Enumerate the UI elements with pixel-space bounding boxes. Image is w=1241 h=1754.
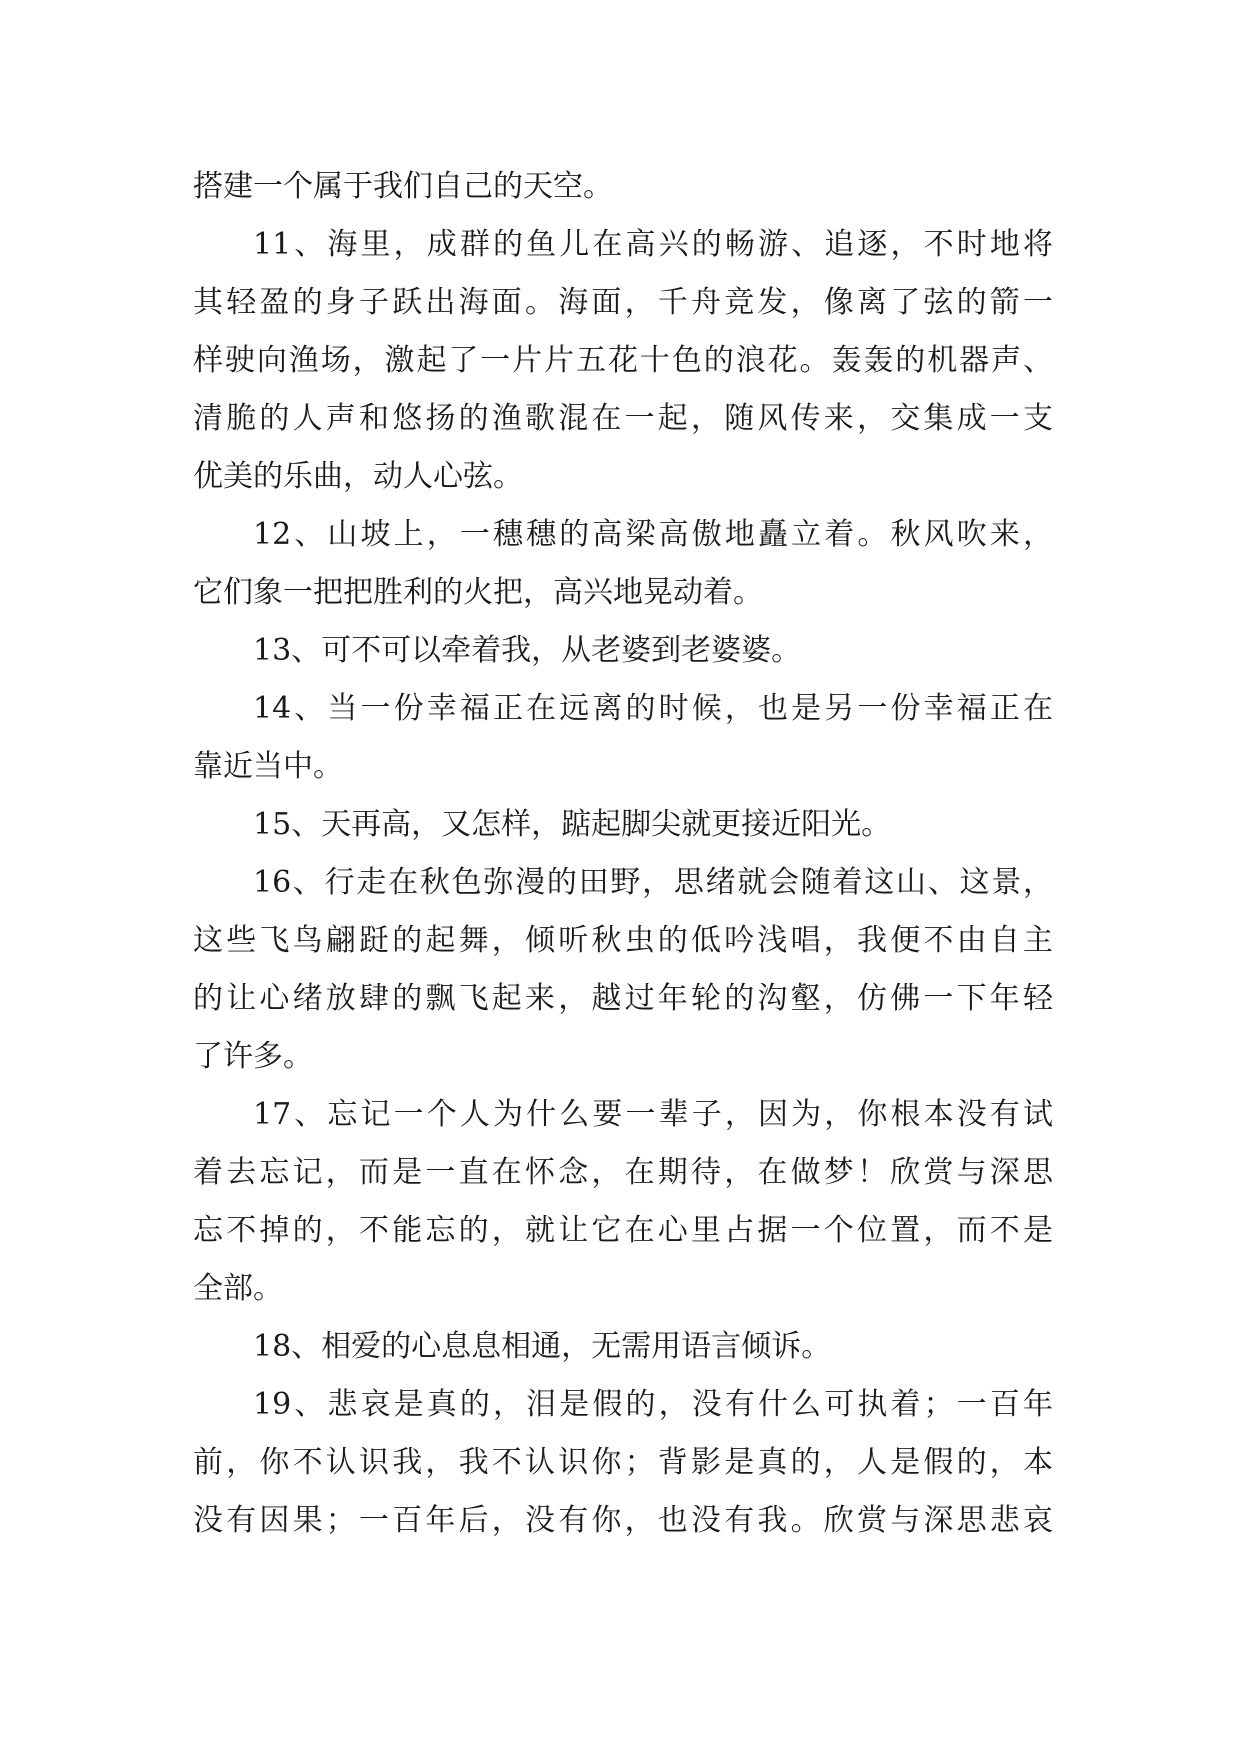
text-line: 了许多。 bbox=[193, 1039, 313, 1074]
text-line: 它们象一把把胜利的火把，高兴地晃动着。 bbox=[193, 575, 763, 610]
text-line: 12、山坡上，一穗穗的高梁高傲地矗立着。秋风吹来， bbox=[253, 517, 1053, 552]
text-line: 样驶向渔场，激起了一片片五花十色的浪花。轰轰的机器声、 bbox=[193, 343, 1053, 378]
text-line: 搭建一个属于我们自己的天空。 bbox=[193, 169, 613, 204]
text-line: 优美的乐曲，动人心弦。 bbox=[193, 459, 523, 494]
text-line: 没有因果；一百年后，没有你，也没有我。欣赏与深思悲哀 bbox=[193, 1503, 1053, 1538]
text-line: 这些飞鸟翩跹的起舞，倾听秋虫的低吟浅唱，我便不由自主 bbox=[193, 923, 1053, 958]
text-line: 其轻盈的身子跃出海面。海面，千舟竞发，像离了弦的箭一 bbox=[193, 285, 1053, 320]
text-line: 清脆的人声和悠扬的渔歌混在一起，随风传来，交集成一支 bbox=[193, 401, 1053, 436]
text-line: 17、忘记一个人为什么要一辈子，因为，你根本没有试 bbox=[253, 1097, 1053, 1132]
text-line: 的让心绪放肆的飘飞起来，越过年轮的沟壑，仿佛一下年轻 bbox=[193, 981, 1053, 1016]
document-body bbox=[193, 158, 1053, 1550]
text-line: 18、相爱的心息息相通，无需用语言倾诉。 bbox=[253, 1329, 832, 1364]
text-line: 着去忘记，而是一直在怀念，在期待，在做梦！欣赏与深思 bbox=[193, 1155, 1053, 1190]
text-line: 15、天再高，又怎样，踮起脚尖就更接近阳光。 bbox=[253, 807, 892, 842]
text-line: 19、悲哀是真的，泪是假的，没有什么可执着；一百年 bbox=[253, 1387, 1053, 1422]
text-line: 13、可不可以牵着我，从老婆到老婆婆。 bbox=[253, 633, 802, 668]
text-line: 14、当一份幸福正在远离的时候，也是另一份幸福正在 bbox=[253, 691, 1053, 726]
text-line: 靠近当中。 bbox=[193, 749, 343, 784]
text-line: 全部。 bbox=[193, 1271, 283, 1306]
text-line: 11、海里，成群的鱼儿在高兴的畅游、追逐，不时地将 bbox=[253, 227, 1053, 262]
text-line: 忘不掉的，不能忘的，就让它在心里占据一个位置，而不是 bbox=[193, 1213, 1053, 1248]
text-line: 前，你不认识我，我不认识你；背影是真的，人是假的，本 bbox=[193, 1445, 1053, 1480]
text-line: 16、行走在秋色弥漫的田野，思绪就会随着这山、这景， bbox=[253, 865, 1053, 900]
